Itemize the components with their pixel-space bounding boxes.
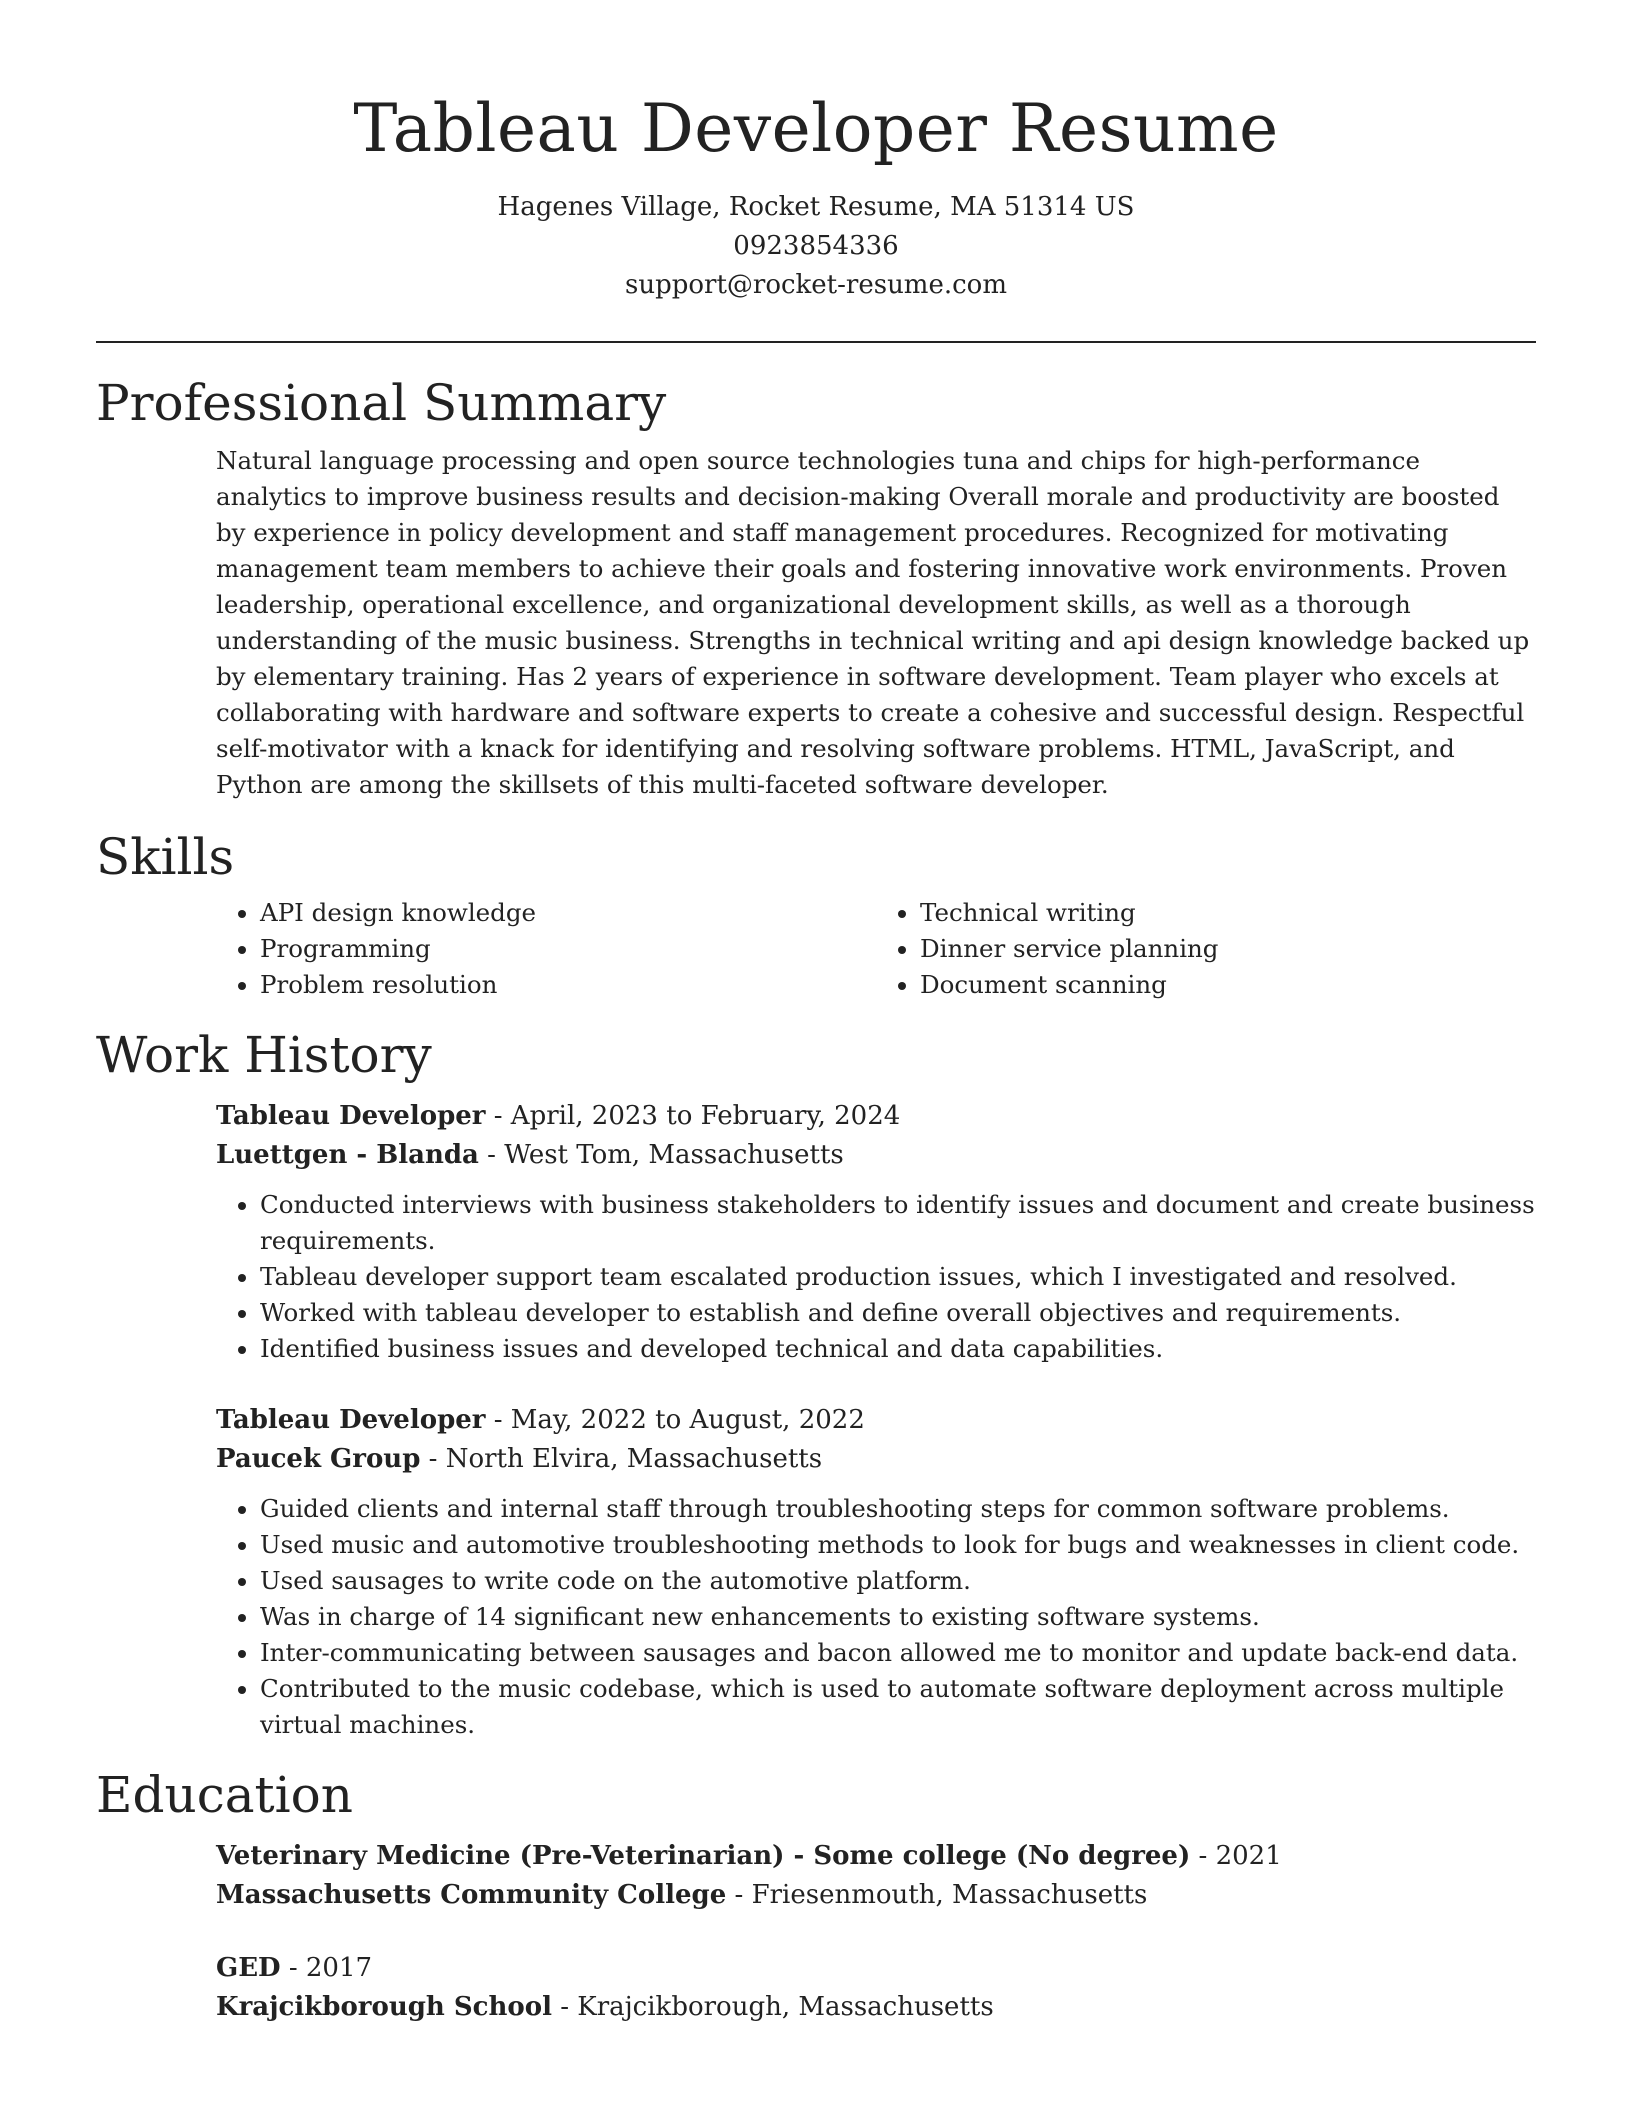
education-school-line (216, 1988, 1536, 2027)
education-entry (216, 1949, 1536, 2027)
section-heading-work: Work History (96, 1026, 432, 1084)
skill-item: • Problem resolution (260, 967, 876, 1003)
section-professional-summary (96, 371, 1536, 803)
job-location: - North Elvira, Massachusetts (420, 1444, 823, 1474)
education-entry (216, 1837, 1536, 1915)
job-entry (216, 1401, 1536, 1743)
resume-header (96, 0, 1536, 305)
section-skills (96, 825, 1536, 1003)
summary-text: Natural language processing and open source technologies tuna and chips for high-performance analytics to improve business results and decision-making Overall morale and productivity are boosted by experience in policy development and staff management procedures. Recognized for motivating management team members to achieve their goals and fostering innovative work environments. Proven leadership, operational excellence, and organizational development skills, as well as a thorough understanding of the music business. Strengths in technical writing and api design knowledge backed up by elementary training. Has 2 years of experience in software development. Team player who excels at collaborating with hardware and software experts to create a cohesive and successful design. Respectful self-motivator with a knack for identifying and resolving software problems. HTML, JavaScript, and Python are among the skillsets of this multi-faceted software developer. (216, 446, 1530, 799)
section-heading-summary: Professional Summary (96, 374, 667, 432)
job-bullet: • Tableau developer support team escalated production issues, which I investigated and resolved. (260, 1259, 1536, 1295)
job-entry (216, 1097, 1536, 1367)
job-bullet: • Contributed to the music codebase, which is used to automate software deployment across multiple virtual machines. (260, 1671, 1536, 1743)
job-company: Paucek Group (216, 1444, 421, 1474)
job-dates: - May, 2022 to August, 2022 (485, 1405, 865, 1435)
job-company-line (216, 1136, 1536, 1175)
contact-phone: 0923854336 (733, 231, 899, 261)
job-bullet: • Conducted interviews with business stakeholders to identify issues and document and create business requirements. (260, 1187, 1536, 1259)
job-company-line (216, 1440, 1536, 1479)
job-title-line (216, 1401, 1536, 1440)
skill-item: • Document scanning (920, 967, 1536, 1003)
skills-grid (216, 895, 1536, 1003)
skill-item: • Programming (260, 931, 876, 967)
skills-list-left (216, 895, 876, 1003)
job-bullet: • Was in charge of 14 significant new enhancements to existing software systems. (260, 1599, 1536, 1635)
job-bullet: • Identified business issues and developed technical and data capabilities. (260, 1331, 1536, 1367)
job-title-line (216, 1097, 1536, 1136)
job-bullet: • Worked with tableau developer to establish and define overall objectives and requirements. (260, 1295, 1536, 1331)
job-bullets (216, 1491, 1536, 1743)
education-school: Krajcikborough School (216, 1992, 552, 2022)
job-role: Tableau Developer (216, 1101, 486, 1131)
skill-item: • API design knowledge (260, 895, 876, 931)
header-divider (96, 341, 1536, 343)
education-year: - 2017 (280, 1953, 373, 1983)
job-company: Luettgen - Blanda (216, 1140, 479, 1170)
job-bullet: • Used music and automotive troubleshooting methods to look for bugs and weaknesses in client code. (260, 1527, 1536, 1563)
job-bullet: • Inter-communicating between sausages and bacon allowed me to monitor and update back-end data. (260, 1635, 1536, 1671)
contact-info (96, 188, 1536, 305)
education-degree-line (216, 1949, 1536, 1988)
job-bullet: • Used sausages to write code on the automotive platform. (260, 1563, 1536, 1599)
education-degree: Veterinary Medicine (Pre-Veterinarian) - Some college (No degree) (216, 1841, 1191, 1871)
section-heading-education: Education (96, 1766, 353, 1824)
education-location: - Krajcikborough, Massachusetts (551, 1992, 994, 2022)
skill-item: • Technical writing (920, 895, 1536, 931)
education-school-line (216, 1876, 1536, 1915)
job-location: - West Tom, Massachusetts (478, 1140, 844, 1170)
education-degree-line (216, 1837, 1536, 1876)
contact-email: support@rocket-resume.com (624, 270, 1007, 300)
job-role: Tableau Developer (216, 1405, 486, 1435)
resume-title: Tableau Developer Resume (353, 90, 1279, 167)
education-school: Massachusetts Community College (216, 1880, 727, 1910)
contact-address: Hagenes Village, Rocket Resume, MA 51314 US (497, 192, 1135, 222)
job-bullets (216, 1187, 1536, 1367)
skills-list-right (876, 895, 1536, 1003)
section-work-history (96, 1023, 1536, 1743)
education-location: - Friesenmouth, Massachusetts (726, 1880, 1148, 1910)
education-degree: GED (216, 1953, 281, 1983)
education-year: - 2021 (1190, 1841, 1282, 1871)
section-heading-skills: Skills (96, 828, 235, 886)
section-education (96, 1763, 1536, 2027)
skill-item: • Dinner service planning (920, 931, 1536, 967)
job-bullet: • Guided clients and internal staff through troubleshooting steps for common software problems. (260, 1491, 1536, 1527)
job-dates: - April, 2023 to February, 2024 (485, 1101, 901, 1131)
